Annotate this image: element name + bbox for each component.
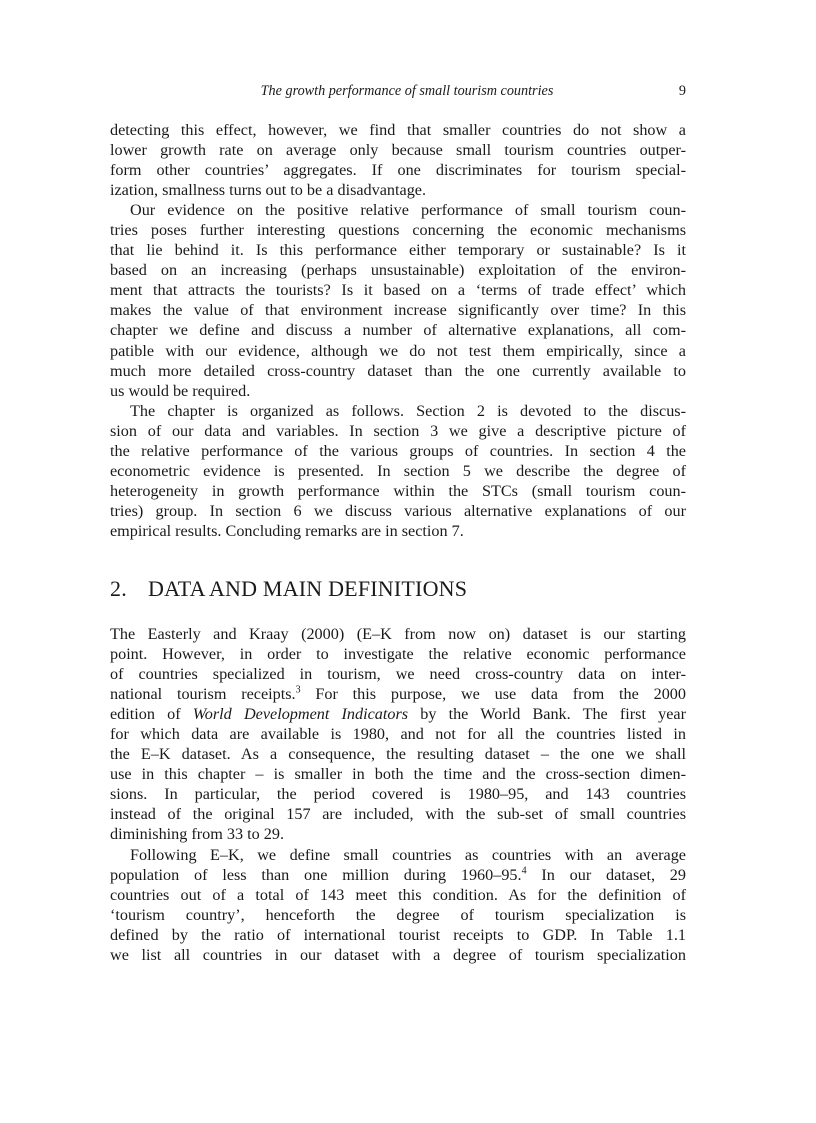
text-line: much more detailed cross-country dataset than the one currently available to [110, 361, 686, 380]
text-line: patible with our evidence, although we do not test them empirically, since a [110, 341, 686, 360]
text-line: us would be required. [110, 381, 251, 400]
page-number: 9 [678, 83, 686, 99]
text-line: detecting this effect, however, we find that smaller countries do not show a [110, 121, 686, 139]
text-line: Our evidence on the positive relative performance of small tourism coun- [130, 201, 686, 220]
spacer [110, 602, 686, 624]
text-fragment: by the World Bank. The first year [408, 705, 687, 724]
text-fragment: For this purpose, we use data from the 2000 [300, 685, 686, 704]
text-line: based on an increasing (perhaps unsustainable) exploitation of the environ- [110, 261, 686, 280]
footnote-marker: 4 [521, 865, 527, 877]
text-line: chapter we define and discuss a number of alternative explanations, all com- [110, 321, 686, 340]
text-line: Following E–K, we define small countries as countries with an average [130, 845, 686, 864]
text-fragment: edition of [110, 705, 193, 724]
text-fragment: In our dataset, 29 [526, 865, 686, 884]
text-line: for which data are available is 1980, and not for all the countries listed in [110, 725, 686, 744]
text-line: ‘tourism country’, henceforth the degree of tourism specialization is [110, 905, 686, 924]
text-line: heterogeneity in growth performance within the STCs (small tourism coun- [110, 481, 686, 500]
text-line: econometric evidence is presented. In section 5 we describe the degree of [110, 461, 686, 480]
text-line [110, 684, 686, 704]
text-line: makes the value of that environment increase significantly over time? In this [110, 301, 686, 320]
text-line: countries out of a total of 143 meet this condition. As for the definition of [110, 885, 686, 904]
text-line: use in this chapter – is smaller in both the time and the cross-section dimen- [110, 765, 686, 784]
text-line: instead of the original 157 are included, with the sub-set of small countries [110, 805, 686, 824]
text-fragment: population of less than one million during 1960–95. [110, 865, 522, 884]
text-line [110, 704, 686, 724]
text-line: ization, smallness turns out to be a disadvantage. [110, 181, 427, 200]
text-line: that lie behind it. Is this performance either temporary or sustainable? Is it [110, 241, 686, 260]
text-line: tries) group. In section 6 we discuss various alternative explanations of our [110, 501, 686, 520]
running-head [110, 80, 686, 102]
text-line: tries poses further interesting questions concerning the economic mechanisms [110, 221, 686, 240]
body-text [110, 120, 686, 965]
publication-title: World Development Indicators [192, 705, 409, 724]
text-line: of countries specialized in tourism, we need cross-country data on inter- [110, 665, 686, 684]
paragraph-5 [110, 845, 686, 965]
text-line: the relative performance of the various groups of countries. In section 4 the [110, 441, 686, 460]
section-number: 2. [110, 575, 127, 601]
paragraph-2 [110, 200, 686, 400]
paragraph-3 [110, 401, 686, 541]
text-line: diminishing from 33 to 29. [110, 825, 285, 844]
text-line: ment that attracts the tourists? Is it based on a ‘terms of trade effect’ which [110, 281, 686, 300]
running-title: The growth performance of small tourism countries [260, 83, 554, 99]
section-title: DATA AND MAIN DEFINITIONS [148, 575, 468, 601]
text-line: empirical results. Concluding remarks are in section 7. [110, 521, 464, 540]
text-line: sions. In particular, the period covered is 1980–95, and 143 countries [110, 785, 686, 804]
text-line: defined by the ratio of international tourist receipts to GDP. In Table 1.1 [110, 925, 686, 944]
text-fragment: national tourism receipts. [110, 685, 296, 704]
paragraph-1 [110, 120, 686, 200]
text-line: point. However, in order to investigate the relative economic performance [110, 645, 686, 664]
footnote-marker: 3 [295, 684, 301, 696]
text-line: sion of our data and variables. In section 3 we give a descriptive picture of [110, 421, 686, 440]
text-line: The chapter is organized as follows. Section 2 is devoted to the discus- [130, 401, 686, 420]
text-line: the E–K dataset. As a consequence, the resulting dataset – the one we shall [110, 745, 686, 764]
spacer [110, 541, 686, 576]
text-line: form other countries’ aggregates. If one discriminates for tourism special- [110, 161, 686, 180]
text-line [110, 865, 686, 885]
text-line: lower growth rate on average only because small tourism countries outper- [110, 141, 686, 160]
paragraph-4 [110, 624, 686, 845]
text-line: The Easterly and Kraay (2000) (E–K from now on) dataset is our starting [110, 624, 686, 643]
text-line: we list all countries in our dataset with a degree of tourism specialization [110, 945, 686, 964]
section-heading [110, 576, 686, 602]
